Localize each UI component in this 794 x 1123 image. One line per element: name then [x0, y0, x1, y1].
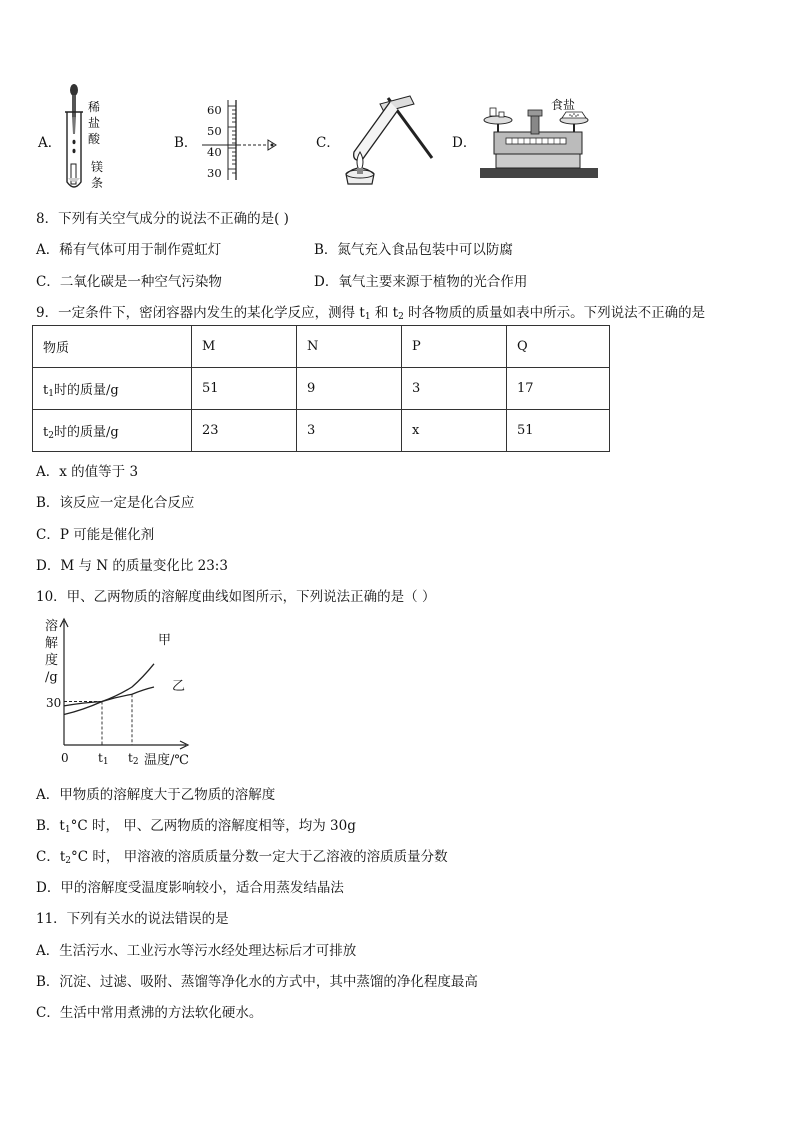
q8-stem: 8．下列有关空气成分的说法不正确的是( ): [36, 211, 289, 227]
table-row: [33, 368, 610, 410]
q8-option-b: B．氮气充入食品包装中可以防腐: [314, 242, 513, 258]
x-tick-label-t2: $t_2$: [128, 751, 139, 767]
q8-option-d: D．氧气主要来源于植物的光合作用: [314, 274, 528, 290]
table-cell: 9: [297, 368, 402, 410]
table-cell: 51: [507, 410, 610, 452]
table-header-cell: Q: [507, 326, 610, 368]
apparatus-c-heating-testtube: [340, 92, 440, 192]
apparatus-d-balance: [476, 100, 602, 182]
apparatus-c-letter: C．: [316, 135, 340, 151]
table-header-cell: M: [192, 326, 297, 368]
table-cell: x: [402, 410, 507, 452]
table-header-cell: N: [297, 326, 402, 368]
series-curve-jia: [64, 664, 154, 715]
q10-option-c: C．$t_2^\circ C$ 时， 甲溶液的溶质质量分数一定大于乙溶液的溶质质量分数: [36, 849, 448, 866]
series-label-yi: 乙: [172, 679, 186, 694]
y-axis-label: 溶 解 度 /g: [45, 619, 59, 685]
x-axis-label: 温度/℃: [144, 753, 189, 768]
table-row-label: $t_2$时的质量/g: [33, 410, 192, 452]
q9-option-d: D．M 与 N 的质量变化比 23:3: [36, 558, 228, 574]
salt-label: 食盐: [551, 98, 576, 112]
apparatus-d-letter: D．: [452, 135, 477, 151]
table-cell: 17: [507, 368, 610, 410]
table-row-label: $t_1$时的质量/g: [33, 368, 192, 410]
y-tick-label: 30: [46, 696, 62, 710]
q11-option-b: B．沉淀、过滤、吸附、蒸馏等净化水的方式中，其中蒸馏的净化程度最高: [36, 974, 478, 990]
q10-option-d: D．甲的溶解度受温度影响较小，适合用蒸发结晶法: [36, 880, 344, 896]
cylinder-scale: 60 50 40 30: [207, 103, 222, 180]
table-cell: 3: [297, 410, 402, 452]
series-label-jia: 甲: [158, 633, 172, 648]
q9-option-a: A．x 的值等于 3: [36, 464, 139, 480]
table-header-cell: P: [402, 326, 507, 368]
q8-option-c: C．二氧化碳是一种空气污染物: [36, 274, 222, 290]
q9-stem: 9．一定条件下，密闭容器内发生的某化学反应，测得 $t_1$ 和 $t_2$ 时各物质的质量如表中所示。下列说法不正确的是: [36, 305, 706, 322]
q9-option-c: C．P 可能是催化剂: [36, 527, 155, 543]
q9-option-b: B．该反应一定是化合反应: [36, 495, 195, 511]
apparatus-b-letter: B．: [174, 135, 198, 151]
q10-option-b: B．$t_1^\circ C$ 时， 甲、乙两物质的溶解度相等，均为 30g: [36, 818, 356, 835]
q8-option-a: A．稀有气体可用于制作霓虹灯: [36, 242, 222, 258]
q9-mass-table: [32, 325, 610, 452]
solubility-chart: [36, 615, 196, 770]
apparatus-a-letter: A．: [38, 135, 62, 151]
apparatus-a-dropper-testtube: [60, 82, 112, 194]
q10-stem: 10．甲、乙两物质的溶解度曲线如图所示，下列说法正确的是（ ）: [36, 589, 436, 605]
table-cell: 51: [192, 368, 297, 410]
q11-option-a: A．生活污水、工业污水等污水经处理达标后才可排放: [36, 943, 357, 959]
origin-label: 0: [61, 751, 69, 765]
q10-option-a: A．甲物质的溶解度大于乙物质的溶解度: [36, 787, 276, 803]
metal-label: 镁 条: [91, 160, 104, 190]
table-cell: 23: [192, 410, 297, 452]
table-row: [33, 410, 610, 452]
acid-label: 稀 盐 酸: [88, 100, 101, 146]
table-header-cell: 物质: [33, 326, 192, 368]
q11-option-c: C．生活中常用煮沸的方法软化硬水。: [36, 1005, 263, 1021]
q11-stem: 11．下列有关水的说法错误的是: [36, 911, 229, 927]
table-header-row: [33, 326, 610, 368]
x-tick-label-t1: $t_1$: [98, 751, 109, 767]
table-cell: 3: [402, 368, 507, 410]
series-curve-yi: [64, 687, 154, 706]
